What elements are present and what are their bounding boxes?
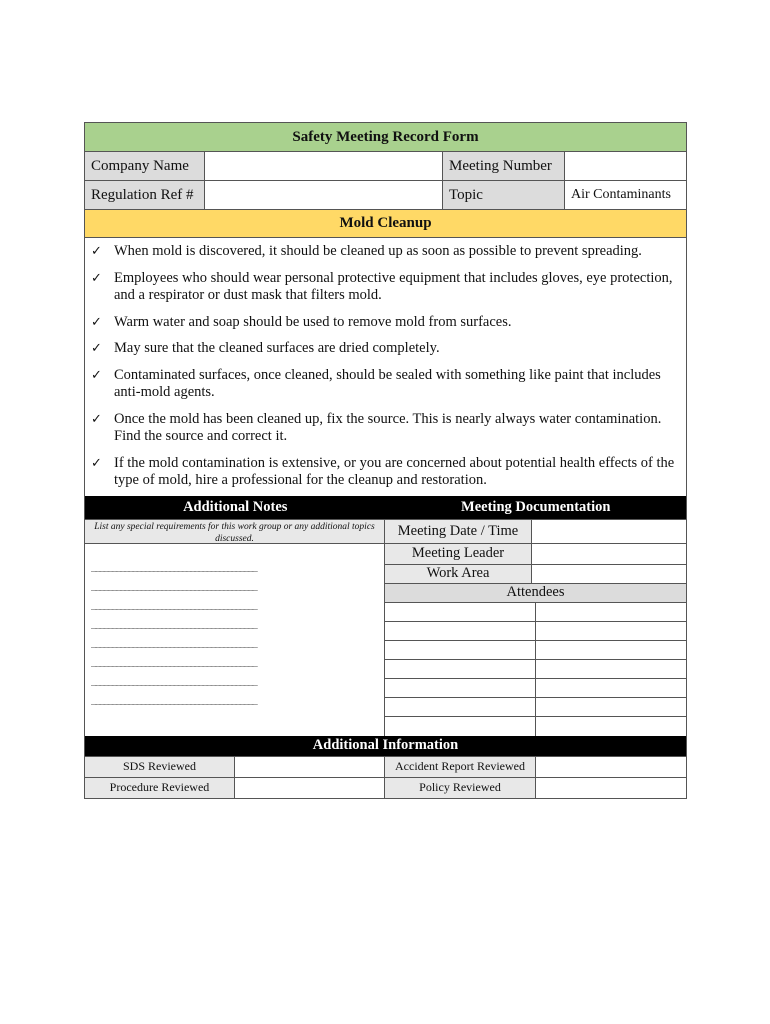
sds-accident-row — [85, 756, 686, 777]
attendee-field[interactable] — [385, 679, 536, 697]
work-area-label: Work Area — [385, 565, 532, 583]
attendee-field[interactable] — [536, 717, 686, 736]
attendee-row — [385, 698, 686, 717]
regulation-ref-field[interactable] — [205, 181, 443, 209]
additional-notes-title: Additional Notes — [183, 498, 288, 515]
notes-lines[interactable] — [85, 544, 384, 709]
safety-checklist — [85, 243, 686, 496]
attendee-field[interactable] — [536, 622, 686, 640]
notes-hint: List any special requirements for this work group or any additional topics discussed. — [85, 520, 384, 544]
notes-and-documentation — [85, 519, 686, 736]
attendee-row — [385, 717, 686, 736]
checklist-item: ✓ If the mold contamination is extensive, or you are concerned about potential health effects of the type of mold, hire a professional for the cleanup and restoration. — [91, 454, 675, 488]
safety-meeting-form — [84, 122, 687, 799]
note-line[interactable]: ________________________________________ — [91, 655, 256, 667]
attendee-field[interactable] — [536, 698, 686, 716]
attendee-field[interactable] — [536, 603, 686, 621]
checklist-item: ✓ When mold is discovered, it should be cleaned up as soon as possible to prevent spreading. — [91, 243, 642, 259]
meeting-number-field[interactable] — [565, 152, 686, 180]
additional-notes-panel — [85, 520, 385, 736]
work-area-row — [385, 565, 686, 584]
regulation-row — [85, 181, 686, 210]
attendees-header: Attendees — [385, 584, 686, 603]
regulation-ref-label: Regulation Ref # — [85, 181, 205, 209]
attendee-row — [385, 603, 686, 622]
company-name-label: Company Name — [85, 152, 205, 180]
attendee-field[interactable] — [385, 698, 536, 716]
meeting-date-row — [385, 520, 686, 544]
checkmark-icon: ✓ — [91, 314, 102, 330]
section-title: Mold Cleanup — [85, 210, 686, 238]
meeting-documentation-title: Meeting Documentation — [461, 498, 611, 515]
note-line[interactable]: ________________________________________ — [91, 579, 256, 591]
policy-reviewed-label: Policy Reviewed — [385, 778, 536, 798]
checklist-item: ✓ Employees who should wear personal protective equipment that includes gloves, eye protection, and a respirator or dust mask that filters mold. — [91, 269, 673, 303]
sds-reviewed-label: SDS Reviewed — [85, 757, 235, 777]
company-name-field[interactable] — [205, 152, 443, 180]
additional-information-title: Additional Information — [85, 736, 686, 756]
attendee-row — [385, 679, 686, 698]
checkmark-icon: ✓ — [91, 341, 102, 356]
attendee-field[interactable] — [385, 603, 536, 621]
attendee-row — [385, 622, 686, 641]
accident-report-field[interactable] — [536, 757, 686, 777]
note-line[interactable]: ________________________________________ — [91, 636, 256, 648]
checklist-item: ✓ Warm water and soap should be used to remove mold from surfaces. — [91, 313, 512, 330]
checkmark-icon: ✓ — [91, 244, 102, 259]
attendee-field[interactable] — [536, 641, 686, 659]
meeting-leader-row — [385, 544, 686, 565]
policy-reviewed-field[interactable] — [536, 778, 686, 798]
checkmark-icon: ✓ — [91, 270, 102, 286]
meeting-leader-field[interactable] — [532, 544, 686, 564]
meeting-number-label: Meeting Number — [443, 152, 565, 180]
note-line[interactable]: ________________________________________ — [91, 674, 256, 686]
meeting-leader-label: Meeting Leader — [385, 544, 532, 564]
note-line[interactable]: ________________________________________ — [91, 560, 256, 572]
meeting-date-field[interactable] — [532, 520, 686, 543]
meeting-date-label: Meeting Date / Time — [385, 520, 532, 543]
note-line[interactable]: ________________________________________ — [91, 617, 256, 629]
company-row — [85, 152, 686, 181]
attendee-row — [385, 660, 686, 679]
sds-reviewed-field[interactable] — [235, 757, 385, 777]
attendee-field[interactable] — [536, 679, 686, 697]
meeting-documentation-panel — [385, 520, 686, 736]
procedure-reviewed-label: Procedure Reviewed — [85, 778, 235, 798]
checklist-item: ✓ May sure that the cleaned surfaces are dried completely. — [91, 340, 440, 356]
attendee-field[interactable] — [385, 660, 536, 678]
checklist-item: ✓ Contaminated surfaces, once cleaned, should be sealed with something like paint that includes anti-mold agents. — [91, 366, 661, 400]
note-line[interactable]: ________________________________________ — [91, 598, 256, 610]
attendee-row — [385, 641, 686, 660]
work-area-field[interactable] — [532, 565, 686, 583]
form-title: Safety Meeting Record Form — [85, 123, 686, 152]
attendee-field[interactable] — [385, 717, 536, 736]
attendee-field[interactable] — [385, 622, 536, 640]
section-header-bar — [85, 496, 686, 519]
checkmark-icon: ✓ — [91, 455, 102, 471]
topic-label: Topic — [443, 181, 565, 209]
checkmark-icon: ✓ — [91, 367, 102, 383]
checklist-item: ✓ Once the mold has been cleaned up, fix the source. This is nearly always water contamination. Find the source and correct it. — [91, 410, 662, 444]
topic-field[interactable]: Air Contaminants — [565, 181, 686, 209]
procedure-policy-row — [85, 777, 686, 798]
checkmark-icon: ✓ — [91, 411, 102, 427]
attendee-field[interactable] — [536, 660, 686, 678]
procedure-reviewed-field[interactable] — [235, 778, 385, 798]
note-line[interactable]: ________________________________________ — [91, 693, 256, 705]
accident-report-label: Accident Report Reviewed — [385, 757, 536, 777]
attendee-field[interactable] — [385, 641, 536, 659]
